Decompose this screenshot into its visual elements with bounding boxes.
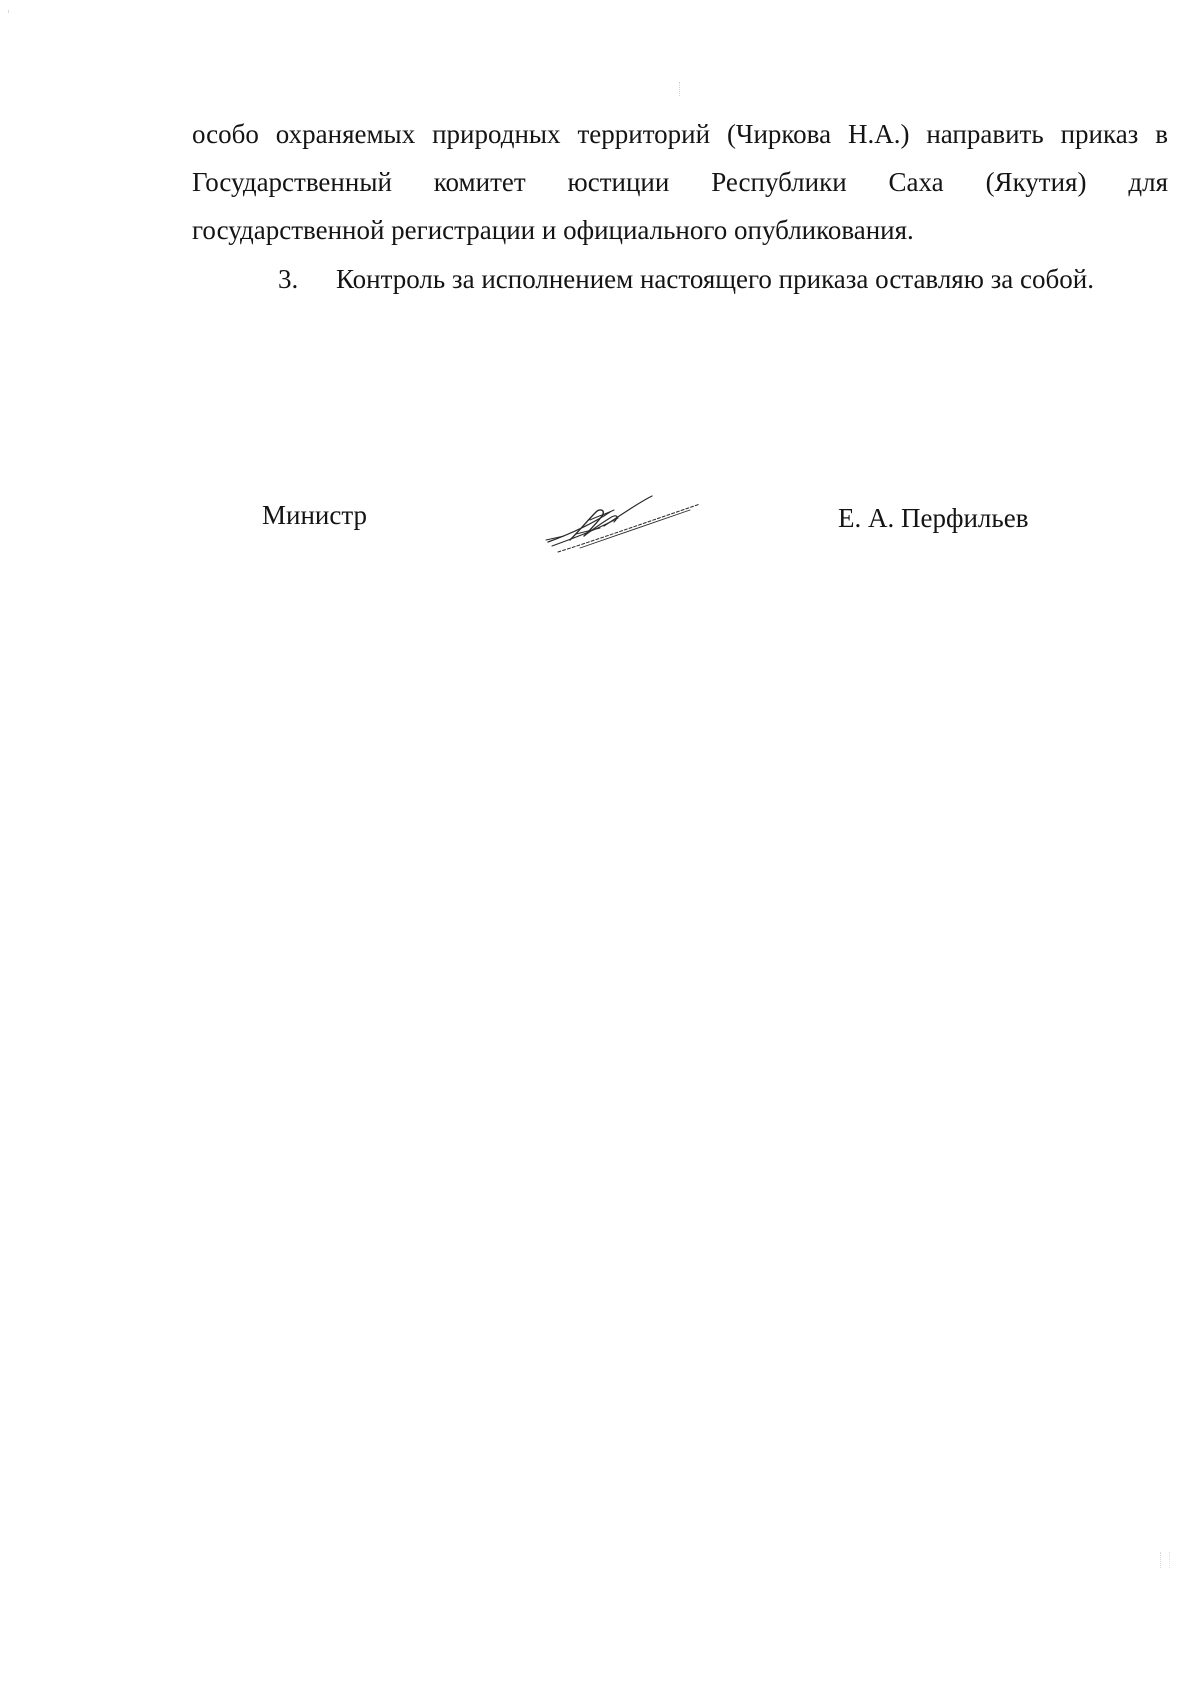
- paragraph-line-2: Государственный комитет юстиции Республики Саха (Якутия) для: [192, 167, 1168, 197]
- scan-artifact: [8, 10, 9, 13]
- signature-block: [0, 500, 1200, 580]
- paragraph-line-3: государственной регистрации и официального опубликования.: [192, 215, 914, 245]
- item-number: 3.: [278, 264, 299, 294]
- page-bottom-mark: [1160, 1552, 1170, 1568]
- item-text: Контроль за исполнением настоящего приказа оставляю за собой.: [336, 264, 1094, 294]
- order-item-3: [278, 255, 1178, 303]
- paragraph-line-1: особо охраняемых природных территорий (Чиркова Н.А.) направить приказ в: [192, 119, 1168, 149]
- signatory-name: Е. А. Перфильев: [838, 503, 1029, 533]
- signatory-title: Министр: [262, 500, 367, 530]
- page-top-mark: [679, 82, 684, 96]
- handwritten-signature-icon: [540, 490, 710, 560]
- paragraph-continuation: [192, 110, 1168, 254]
